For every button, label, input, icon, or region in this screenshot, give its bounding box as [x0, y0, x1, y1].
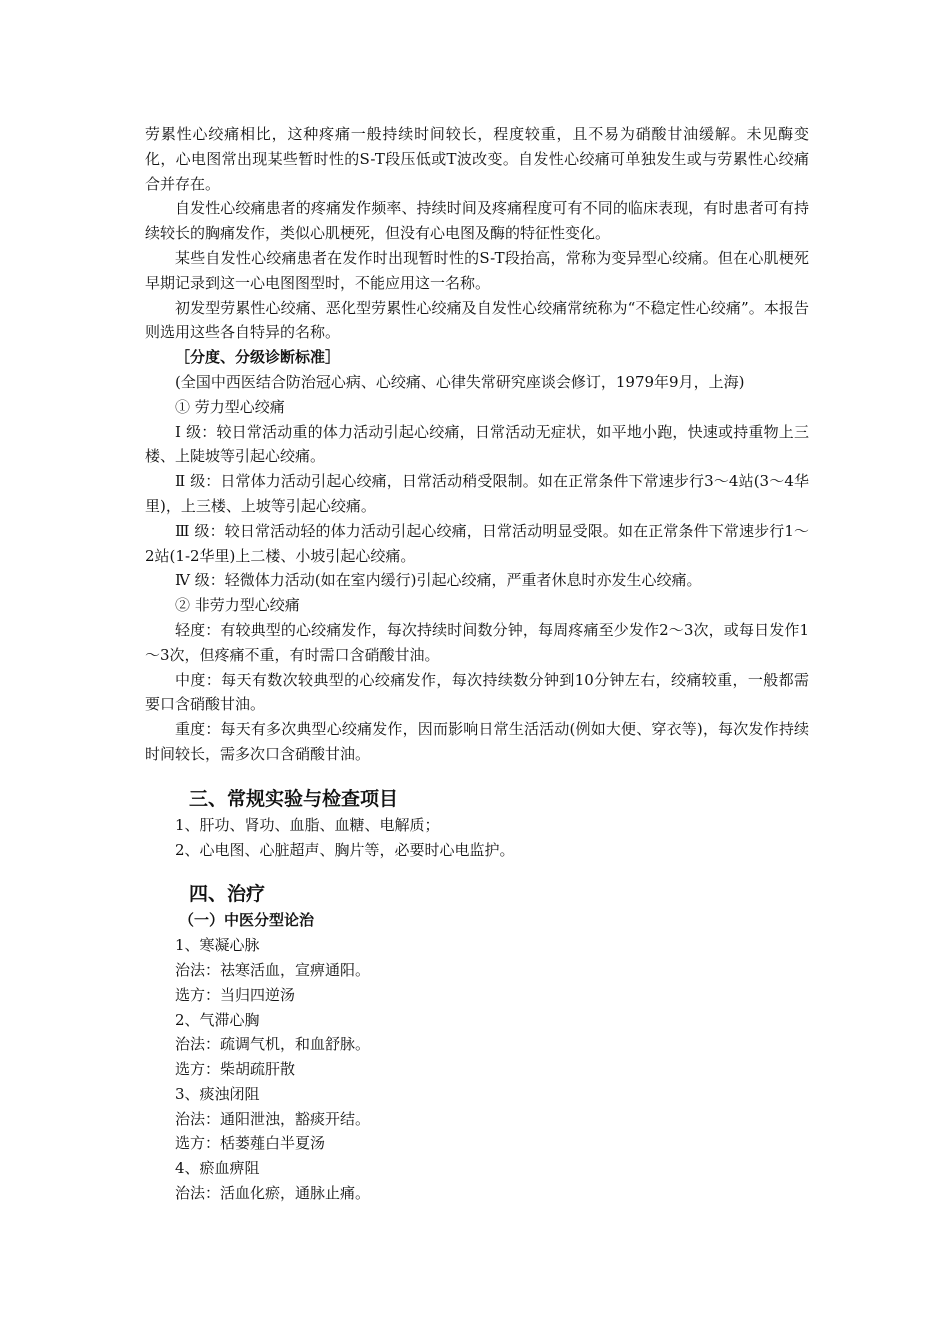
- section-4-heading: 四、治疗: [189, 883, 266, 906]
- treatment-line: 选方：柴胡疏肝散: [175, 1060, 296, 1079]
- grading-type-non-exertional: ② 非劳力型心绞痛: [175, 596, 300, 615]
- grading-mild: 轻度：有较典型的心绞痛发作，每次持续时间数分钟，每周疼痛至少发作2～3次，或每日发作1～3次，但疼痛不重，有时需口含硝酸甘油。: [145, 620, 809, 664]
- grading-level-2: Ⅱ 级：日常体力活动引起心绞痛，日常活动稍受限制。如在正常条件下常速步行3～4站(3～4华里)，上三楼、上坡等引起心绞痛。: [145, 472, 809, 515]
- paragraph-spontaneous-angina: 自发性心绞痛患者的疼痛发作频率、持续时间及疼痛程度可有不同的临床表现，有时患者可有持续较长的胸痛发作，类似心肌梗死，但没有心电图及酶的特征性变化。: [145, 199, 809, 243]
- grading-level-3: Ⅲ 级：较日常活动轻的体力活动引起心绞痛，日常活动明显受限。如在正常条件下常速步行1～2站(1-2华里)上二楼、小坡引起心绞痛。: [145, 521, 809, 565]
- grading-severe: 重度：每天有多次典型心绞痛发作，因而影响日常生活活动(例如大便、穿衣等)，每次发作持续时间较长，需多次口含硝酸甘油。: [145, 720, 809, 763]
- treatment-line: 选方：栝蒌薤白半夏汤: [175, 1134, 326, 1153]
- treatment-line: 治法：活血化瘀，通脉止痛。: [175, 1184, 371, 1203]
- paragraph-angina-comparison: 劳累性心绞痛相比，这种疼痛一般持续时间较长，程度较重，且不易为硝酸甘油缓解。未见酶变 化，心电图常出现某些暂时性的S-T段压低或T波改变。自发性心绞痛可单独发生或与劳累性心绞痛合并存在。: [145, 125, 809, 193]
- treatment-line: 1、寒凝心脉: [175, 936, 260, 955]
- treatment-line: 治法：疏调气机，和血舒脉。: [175, 1035, 371, 1054]
- section-3-heading: 三、常规实验与检查项目: [189, 787, 399, 810]
- treatment-line: 4、瘀血痹阻: [175, 1159, 260, 1178]
- grading-moderate: 中度：每天有数次较典型的心绞痛发作，每次持续数分钟到10分钟左右，绞痛较重，一般都需要口含硝酸甘油。: [145, 670, 809, 714]
- treatment-line: 治法：通阳泄浊，豁痰开结。: [175, 1109, 371, 1128]
- grading-source: (全国中西医结合防治冠心病、心绞痛、心律失常研究座谈会修订，1979年9月，上海): [175, 372, 745, 391]
- section-3-item: 1、肝功、肾功、血脂、血糖、电解质；: [175, 815, 440, 834]
- section-4-subheading: （一）中医分型论治: [179, 911, 315, 930]
- grading-title: ［分度、分级诊断标准］: [175, 348, 341, 367]
- grading-level-4: Ⅳ 级：轻微体力活动(如在室内缓行)引起心绞痛，严重者休息时亦发生心绞痛。: [175, 571, 702, 590]
- treatment-line: 3、痰浊闭阻: [175, 1084, 260, 1103]
- grading-type-exertional: ① 劳力型心绞痛: [175, 397, 285, 416]
- paragraph-unstable-angina: 初发型劳累性心绞痛、恶化型劳累性心绞痛及自发性心绞痛常统称为“不稳定性心绞痛”。本报告则选用这些各自特异的名称。: [145, 298, 809, 342]
- treatment-line: 2、气滞心胸: [175, 1010, 260, 1029]
- document-page: [145, 122, 809, 1206]
- section-3-item: 2、心电图、心脏超声、胸片等，必要时心电监护。: [175, 840, 515, 859]
- treatment-line: 选方：当归四逆汤: [175, 985, 296, 1004]
- grading-level-1: Ⅰ 级：较日常活动重的体力活动引起心绞痛，日常活动无症状，如平地小跑，快速或持重物上三楼、上陡坡等引起心绞痛。: [145, 422, 809, 466]
- paragraph-variant-angina: 某些自发性心绞痛患者在发作时出现暂时性的S-T段抬高，常称为变异型心绞痛。但在心肌梗死早期记录到这一心电图图型时，不能应用这一名称。: [145, 248, 809, 292]
- treatment-line: 治法：祛寒活血，宣痹通阳。: [175, 960, 371, 979]
